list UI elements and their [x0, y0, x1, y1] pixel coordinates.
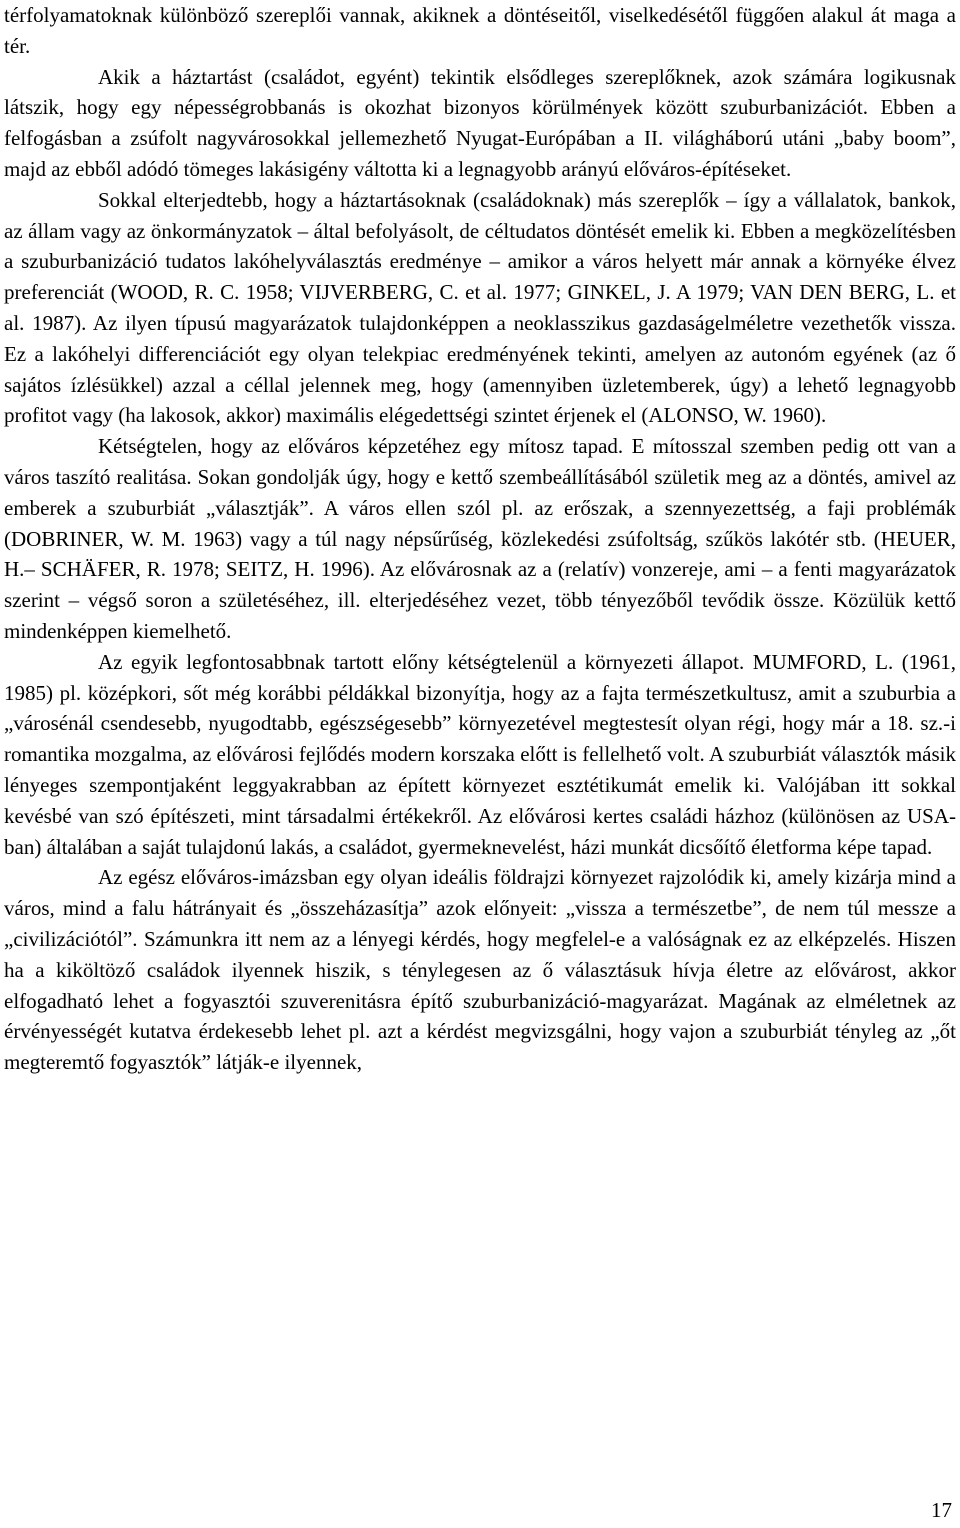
paragraph-continuation: térfolyamatoknak különböző szereplői vannak, akiknek a döntéseitől, viselkedésétől függően alakul át maga a tér.: [4, 3, 956, 58]
body-text: [4, 0, 956, 1078]
paragraph-environment-advantage: Az egyik legfontosabbnak tartott előny kétségtelenül a környezeti állapot. MUMFORD, L. (1961, 1985) pl. középkori, sőt még korábbi példákkal bizonyítja, hogy az a fajta természetkultusz, amit a szuburbia a „városénál csendesebb, nyugodtabb, egészségesebb” környezetével megtestesít olyan régi, hogy már a 18. sz.-i romantika mozgalma, az elővárosi fejlődés modern korszaka előtt is fellelhető volt. A szuburbiát választók másik lényeges szempontjaként leggyakrabban az épített környezet esztétikumát emelik ki. Valójában itt sokkal kevésbé van szó építészeti, mint társadalmi értékekről. Az elővárosi kertes családi házhoz (különösen az USA-ban) általában a saját tulajdonú lakás, a családot, gyermeknevelést, házi munkát dicsőítő életforma képe tapad.: [4, 649, 956, 859]
paragraph-influenced-decisions: Sokkal elterjedtebb, hogy a háztartásoknak (családoknak) más szereplők – így a vállalatok, bankok, az állam vagy az önkormányzatok – által befolyásolt, de céltudatos döntését emelik ki. Ebben a megközelítésben a szuburbanizáció tudatos lakóhelyválasztás eredménye – amikor a város helyett már annak a környéke élvez preferenciát (WOOD, R. C. 1958; VIJVERBERG, C. et al. 1977; GINKEL, J. A 1979; VAN DEN BERG, L. et al. 1987). Az ilyen típusú magyarázatok tulajdonképpen a neoklasszikus gazdaságelméletre vezethetők vissza. Ez a lakóhelyi differenciációt egy olyan telekpiac eredményének tekinti, amelyen az autonóm egyének (az ő sajátos ízlésükkel) azzal a céllal jelennek meg, hogy (amennyiben üzletemberek, úgy) a lehető legnagyobb profitot vagy (ha lakosok, akkor) maximális elégedettségi szintet érjenek el (ALONSO, W. 1960).: [4, 187, 956, 428]
paragraph-suburb-image: Az egész előváros-imázsban egy olyan ideális földrajzi környezet rajzolódik ki, amely kizárja mind a város, mind a falu hátrányait és „összeházasítja” azok előnyeit: „vissza a természetbe”, de nem túl messze a „civilizációtól”. Számunkra itt nem az a lényegi kérdés, hogy megfelel-e a valóságnak ez az elképzelés. Hiszen ha a kiköltöző családok ilyennek hiszik, s ténylegesen az ő választásuk hívja életre az elővárost, akkor elfogadható lehet a fogyasztói szuverenitásra építő szuburbanizáció-magyarázat. Magának az elméletnek az érvényességét kutatva érdekesebb lehet pl. azt a kérdést megvizsgálni, hogy vajon a szuburbiát tényleg az „őt megteremtő fogyasztók” látják-e ilyennek,: [4, 865, 956, 1075]
paragraph-suburb-myth: Kétségtelen, hogy az előváros képzetéhez egy mítosz tapad. E mítosszal szemben pedig ott van a város taszító realitása. Sokan gondolják úgy, hogy e kettő szembeállításából születik meg az a döntés, amivel az emberek a szuburbiát „választják”. A város ellen szól pl. az erőszak, a szennyezettség, a faji problémák (DOBRINER, W. M. 1963) vagy a túl nagy népsűrűség, közlekedési zsúfoltság, szűkös lakótér stb. (HEUER, H.– SCHÄFER, R. 1978; SEITZ, H. 1996). Az elővárosnak az a (relatív) vonzereje, ami – a fenti magyarázatok szerint – végső soron a születéséhez, ill. elterjedéséhez vezet, több tényezőből tevődik össze. Közülük kettő mindenképpen kiemelhető.: [4, 434, 956, 643]
page-number: 17: [931, 1498, 952, 1522]
paragraph-household-actors: Akik a háztartást (családot, egyént) tekintik elsődleges szereplőknek, azok számára logikusnak látszik, hogy egy népességrobbanás is okozhat bizonyos körülmények között szuburbanizációt. Ebben a felfogásban a zsúfolt nagyvárosokkal jellemezhető Nyugat-Európában a II. világháború utáni „baby boom”, majd az ebből adódó tömeges lakásigény váltotta ki a legnagyobb arányú előváros-építéseket.: [4, 64, 956, 181]
